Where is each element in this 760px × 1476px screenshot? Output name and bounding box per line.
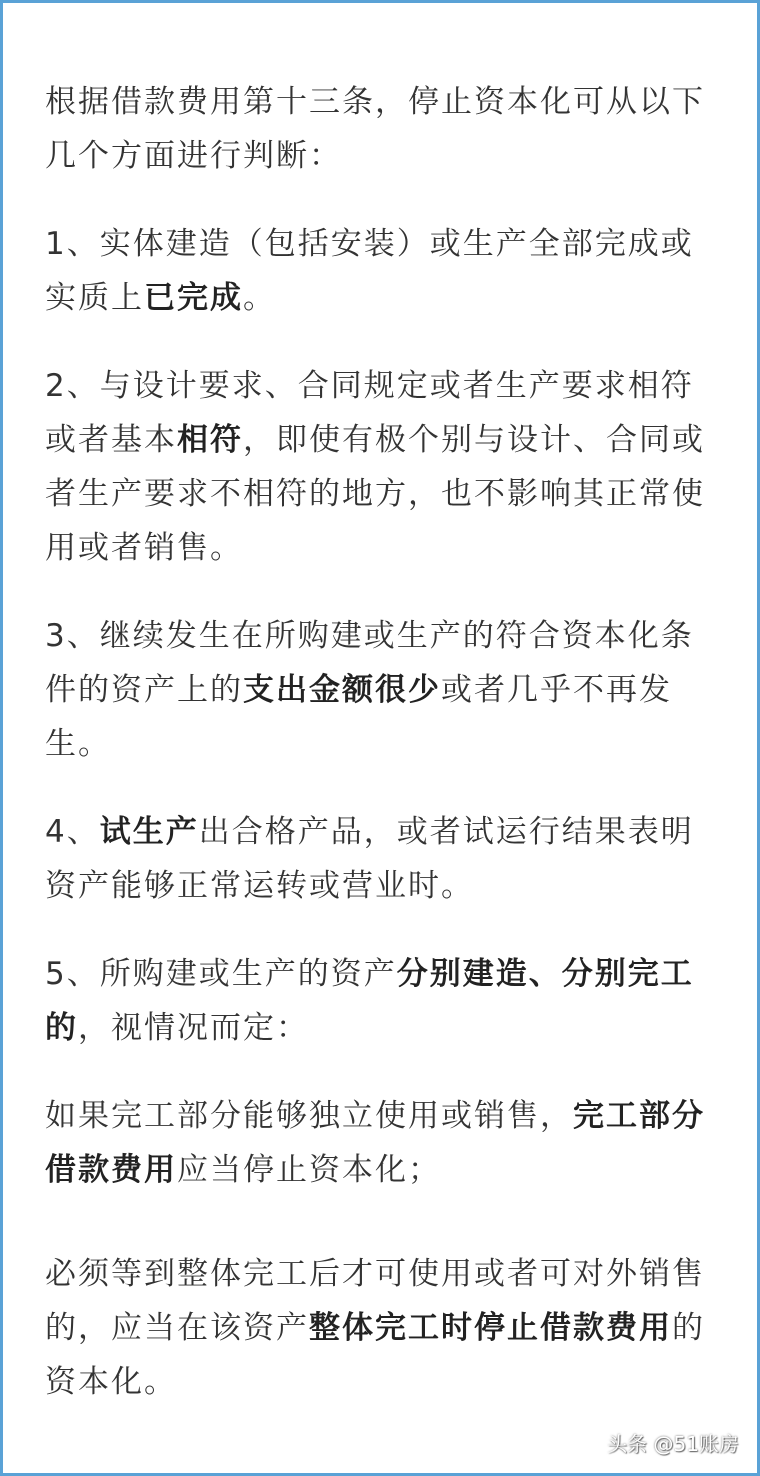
case-independent [45, 1089, 721, 1197]
point-2 [45, 359, 721, 575]
point-4 [45, 805, 721, 913]
point-4-end: 出合格产品，或者试运行结果表明资产能够正常运转或营业时。 [45, 814, 694, 904]
case-whole-text: 必须等到整体完工后才可使用或者可对外销售的，应当在该资产 [45, 1256, 705, 1346]
point-3-end: 或者几乎不再发生。 [45, 672, 672, 762]
point-5-bold: 分别建造、分别完工的 [45, 956, 694, 1046]
point-3-text: 3、继续发生在所购建或生产的符合资本化条件的资产上的 [45, 618, 694, 708]
point-3-bold: 支出金额很少 [243, 672, 441, 708]
point-4-text: 4、 [45, 814, 100, 850]
case-whole [45, 1247, 721, 1409]
point-5 [45, 947, 721, 1055]
point-3 [45, 609, 721, 771]
point-4-bold: 试生产 [99, 814, 199, 850]
point-1-bold: 已完成 [144, 280, 243, 316]
point-1 [45, 217, 721, 325]
point-1-text: 1、实体建造（包括安装）或生产全部完成或实质上 [45, 226, 694, 316]
intro-paragraph [45, 75, 721, 183]
source-watermark: 头条 @51账房 [607, 1432, 739, 1456]
case-independent-text: 如果完工部分能够独立使用或销售， [45, 1098, 573, 1134]
case-independent-end: 应当停止资本化； [177, 1152, 441, 1188]
article-body [45, 75, 721, 1443]
point-2-end: ，即使有极个别与设计、合同或者生产要求不相符的地方，也不影响其正常使用或者销售。 [45, 422, 705, 566]
point-5-text: 5、所购建或生产的资产 [45, 956, 397, 992]
point-2-text: 2、与设计要求、合同规定或者生产要求相符或者基本 [45, 368, 694, 458]
intro-text: 根据借款费用第十三条，停止资本化可从以下几个方面进行判断： [45, 84, 705, 174]
point-2-bold: 相符 [177, 422, 243, 458]
case-independent-bold: 完工部分借款费用 [45, 1098, 705, 1188]
point-5-end: ，视情况而定： [78, 1010, 309, 1046]
case-whole-end: 的资本化。 [45, 1310, 705, 1400]
case-whole-bold: 整体完工时停止借款费用 [309, 1310, 672, 1346]
point-1-end: 。 [243, 280, 276, 316]
